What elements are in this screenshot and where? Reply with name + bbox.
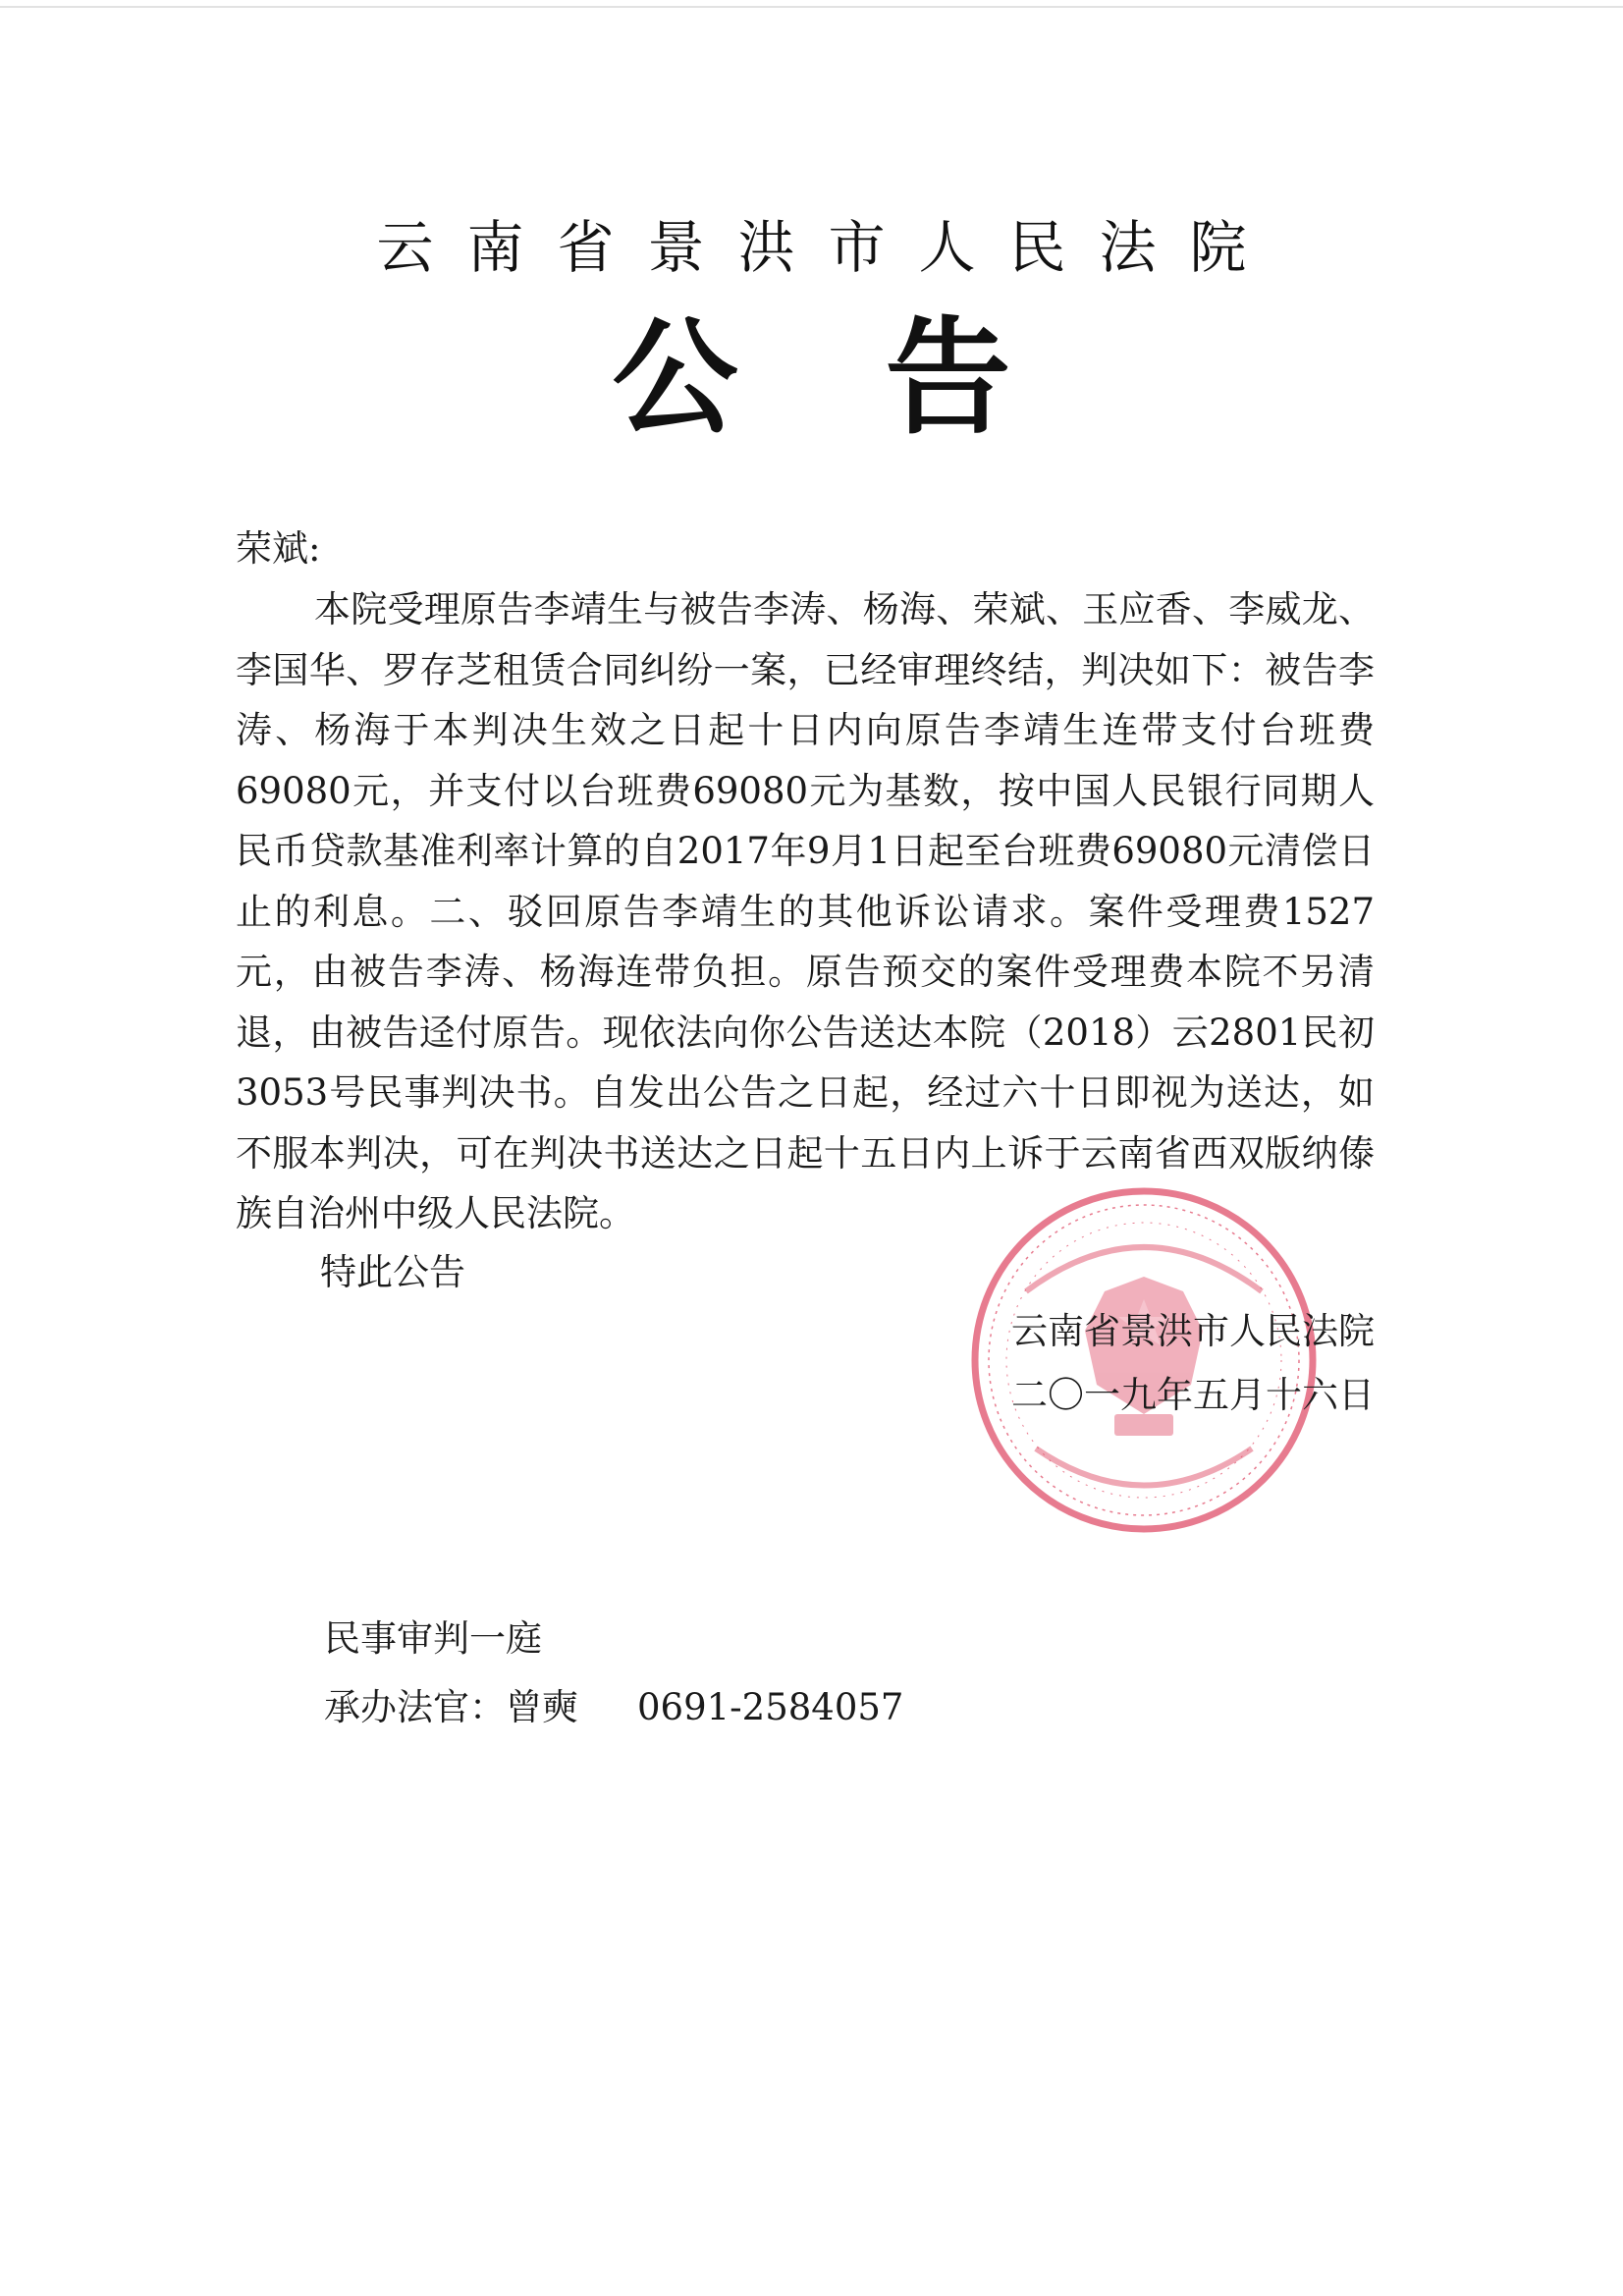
judge-contact-line	[324, 1677, 903, 1730]
addressee: 荣斌:	[236, 527, 321, 570]
phone-number: 0691-2584057	[637, 1686, 904, 1728]
court-name-heading: 云南省景洪市人民法院	[376, 214, 1280, 281]
court-seal-icon	[967, 1183, 1321, 1537]
announcement-body: 本院受理原告李靖生与被告李涛、杨海、荣斌、玉应香、李威龙、李国华、罗存芝租赁合同纠纷一案，已经审理终结，判决如下：被告李涛、杨海于本判决生效之日起十日内向原告李靖生连带支付台班费69080元，并支付以台班费69080元为基数，按中国人民银行同期人民币贷款基准利率计算的自2017年9月1日起至台班费69080元清偿日止的利息。二、驳回原告李靖生的其他诉讼请求。案件受理费1527元，由被告李涛、杨海连带负担。原告预交的案件受理费本院不另清退，由被告迳付原告。现依法向你公告送达本院（2018）云2801民初3053号民事判决书。自发出公告之日起，经过六十日即视为送达，如不服本判决，可在判决书送达之日起十五日内上诉于云南省西双版纳傣族自治州中级人民法院。	[236, 588, 1375, 1234]
signature-date: 二〇一九年五月十六日	[1011, 1374, 1375, 1416]
scan-top-edge	[0, 6, 1623, 8]
signature-court: 云南省景洪市人民法院	[1011, 1310, 1375, 1352]
department-name: 民事审判一庭	[324, 1617, 542, 1660]
closing-phrase: 特此公告	[320, 1251, 465, 1293]
judge-name: 承办法官：曾奭	[324, 1686, 578, 1728]
document-title: 公告	[612, 304, 1159, 452]
